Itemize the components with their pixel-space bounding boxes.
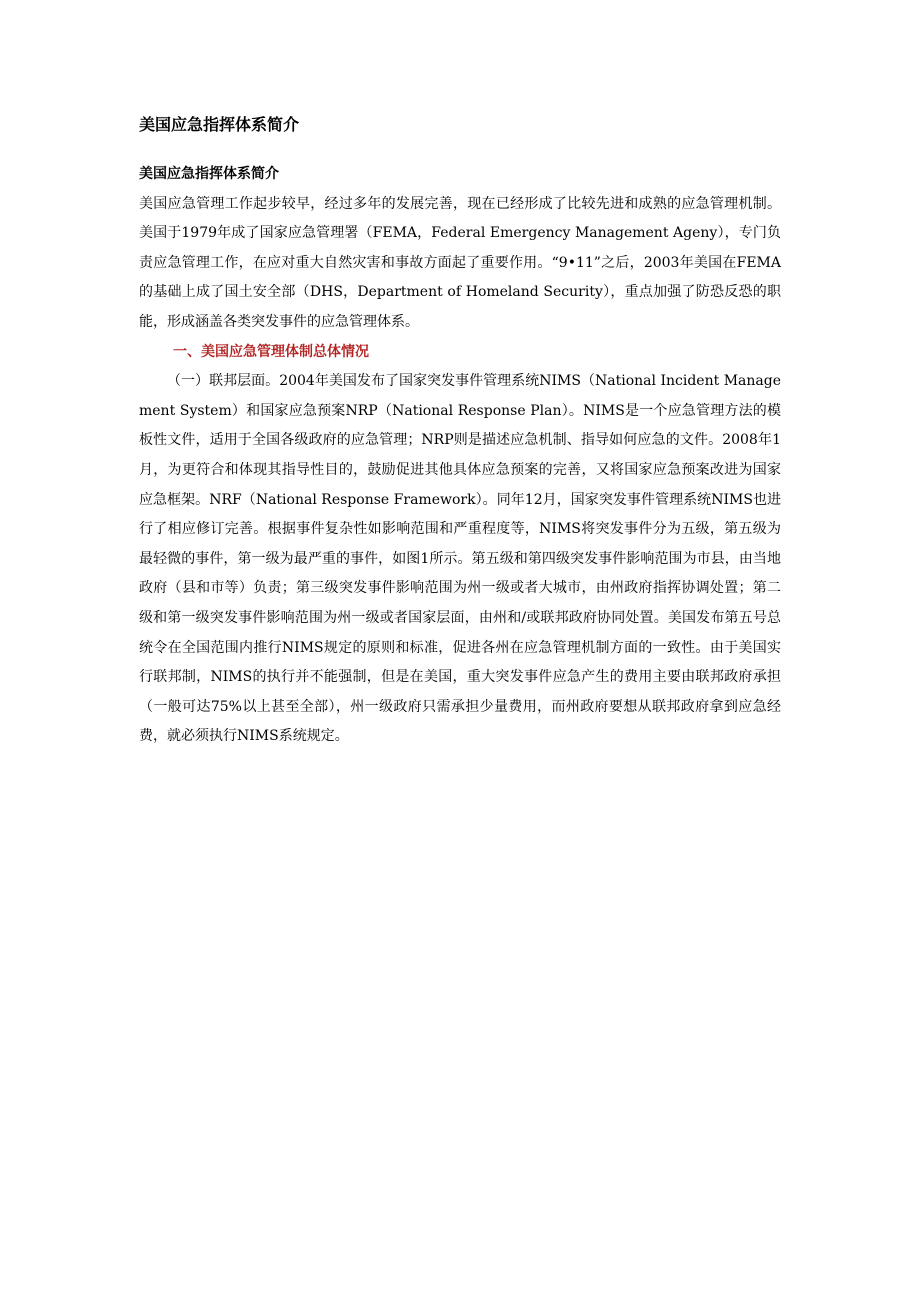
section1-paragraph: （一）联邦层面。2004年美国发布了国家突发事件管理系统NIMS（National Incident Management System）和国家应急预案NRP（National Response Plan）。NIMS是一个应急管理方法的模板性文件，适用于全国各级政府的应急管理；NRP则是描述应急机制、指导如何应急的文件。2008年1月，为更符合和体现其指导性目的，鼓励促进其他具体应急预案的完善，又将国家应急预案改进为国家应急框架。NRF（National Response Framework）。同年12月，国家突发事件管理系统NIMS也进行了相应修订完善。根据事件复杂性如影响范围和严重程度等，NIMS将突发事件分为五级，第五级为最轻微的事件，第一级为最严重的事件，如图1所示。第五级和第四级突发事件影响范围为市县，由当地政府（县和市等）负责；第三级突发事件影响范围为州一级或者大城市，由州政府指挥协调处置；第二级和第一级突发事件影响范围为州一级或者国家层面，由州和/或联邦政府协同处置。美国发布第五号总统令在全国范围内推行NIMS规定的原则和标准，促进各州在应急管理机制方面的一致性。由于美国实行联邦制，NIMS的执行并不能强制，但是在美国，重大突发事件应急产生的费用主要由联邦政府承担（一般可达75%以上甚至全部），州一级政府只需承担少量费用，而州政府要想从联邦政府拿到应急经费，就必须执行NIMS系统规定。	[139, 373, 781, 745]
document-title: 美国应急指挥体系简介	[139, 115, 300, 134]
section-heading-1: 一、美国应急管理体制总体情况	[173, 343, 369, 360]
article-subtitle: 美国应急指挥体系简介	[139, 166, 279, 182]
document-body	[139, 160, 781, 752]
intro-paragraph: 美国应急管理工作起步较早，经过多年的发展完善，现在已经形成了比较先进和成熟的应急管理机制。美国于1979年成了国家应急管理署（FEMA，Federal Emergency Management Ageny），专门负责应急管理工作，在应对重大自然灾害和事故方面起了重要作用。“9•11”之后，2003年美国在FEMA的基础上成了国土安全部（DHS，Department of Homeland Security），重点加强了防恐反恐的职能，形成涵盖各类突发事件的应急管理体系。	[139, 195, 781, 330]
